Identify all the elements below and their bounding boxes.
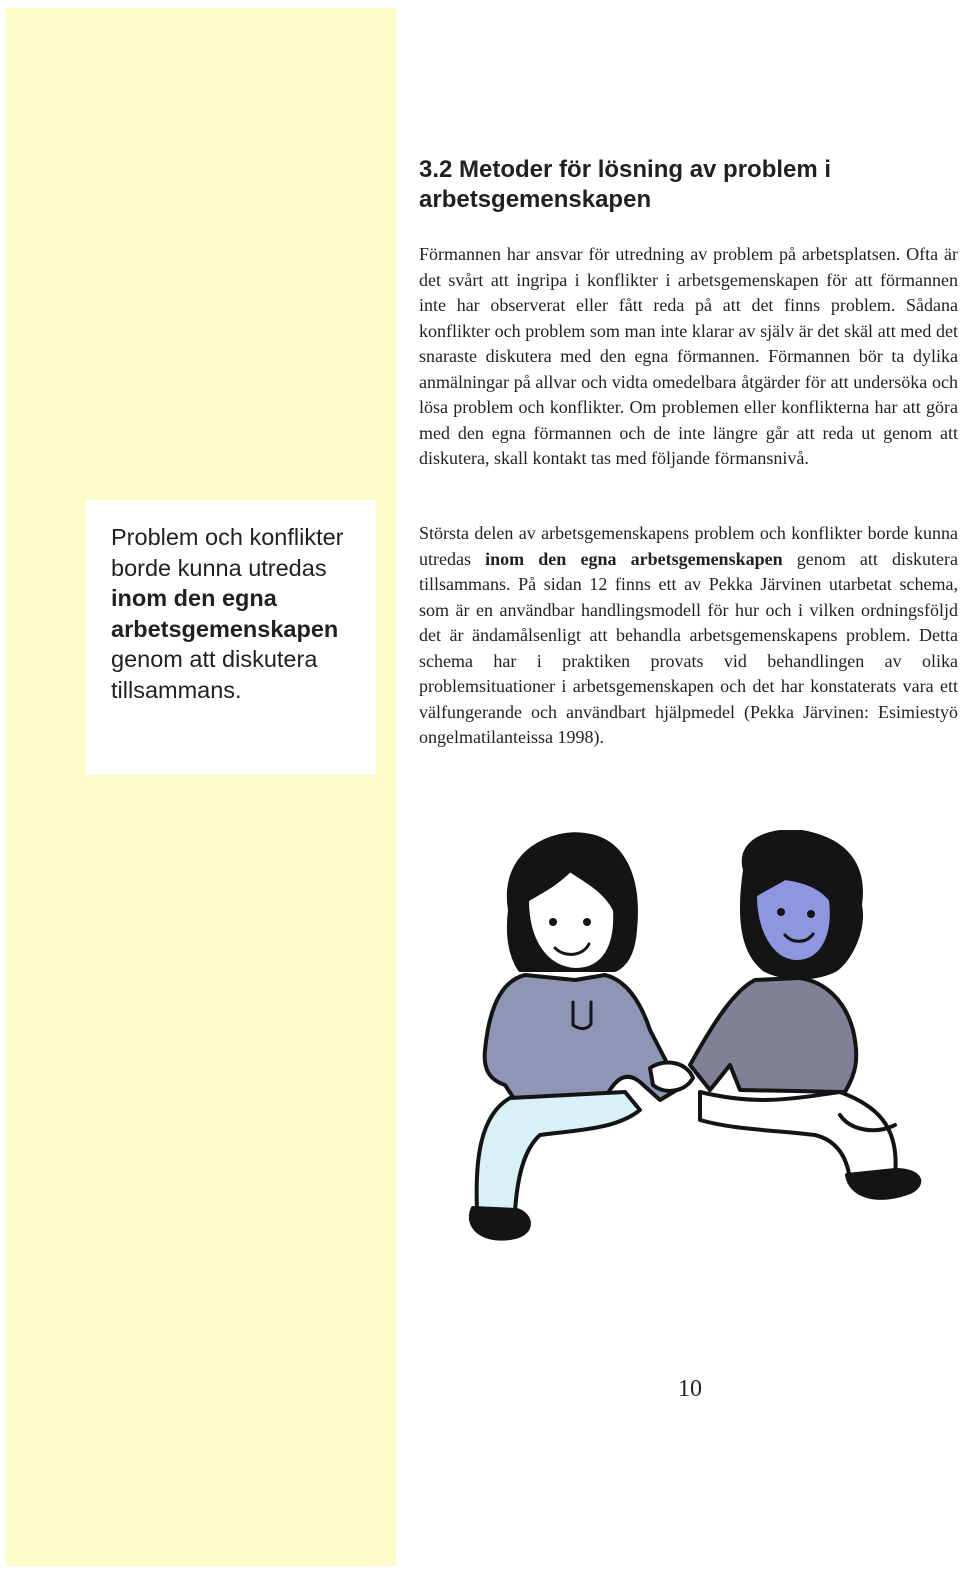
margin-sidebar	[6, 8, 396, 1566]
body-paragraph-2-text-end: genom att diskutera tillsammans. På sidan 12 finns ett av Pekka Järvinen utarbetat schema, som är en användbar handlingsmodell för hur och i vilken ordningsföljd det är ändamålsenligt att behandla arbetsgemenskapens problem. Detta schema har i praktiken provats vid behandlingen av olika problemsituationer i arbetsgemenskapen och det har konstaterats vara ett välfungerande och användbart hjälpmedel (Pekka Järvinen: Esimiestyö ongelmatilanteissa 1998).	[419, 548, 959, 747]
pull-quote	[86, 500, 376, 775]
pull-quote-text-end: genom att diskutera tillsammans.	[111, 646, 318, 703]
body-paragraph-2-emphasis: inom den egna arbetsgemenskapen	[485, 548, 783, 569]
body-paragraph-2-text: Största delen av arbetsgemenskapens problem och konflikter borde kunna utredas	[419, 523, 958, 569]
section-heading-line-2: arbetsgemenskapen	[419, 186, 652, 213]
pull-quote-emphasis: inom den egna arbetsgemenskapen	[111, 585, 339, 642]
section-heading	[419, 155, 939, 215]
section-heading-line-1: 3.2 Metoder för lösning av problem i	[419, 156, 832, 183]
body-paragraph-2	[419, 521, 958, 751]
body-paragraph-1: Förmannen har ansvar för utredning av problem på arbetsplatsen. Ofta är det svårt att ingripa i konflikter i arbetsgemenskapen för att förmannen inte har observerat eller fått reda på att det finns problem. Sådana konflikter och problem som man inte klarar av själv är det skäl att med det snaraste diskutera med den egna förmannen. Förmannen bör ta dylika anmälningar på allvar och vidta omedelbara åtgärder för att undersöka och lösa problem och konflikter. Om problemen eller konflikterna har att göra med den egna förmannen och de inte längre går att reda ut genom att diskutera, skall kontakt tas med följande förmansnivå.	[419, 244, 958, 468]
page-number: 10	[678, 1376, 702, 1402]
two-girls-holding-hands-illustration	[455, 830, 935, 1250]
pull-quote-text: Problem och konflikter borde kunna utredas	[111, 524, 344, 581]
